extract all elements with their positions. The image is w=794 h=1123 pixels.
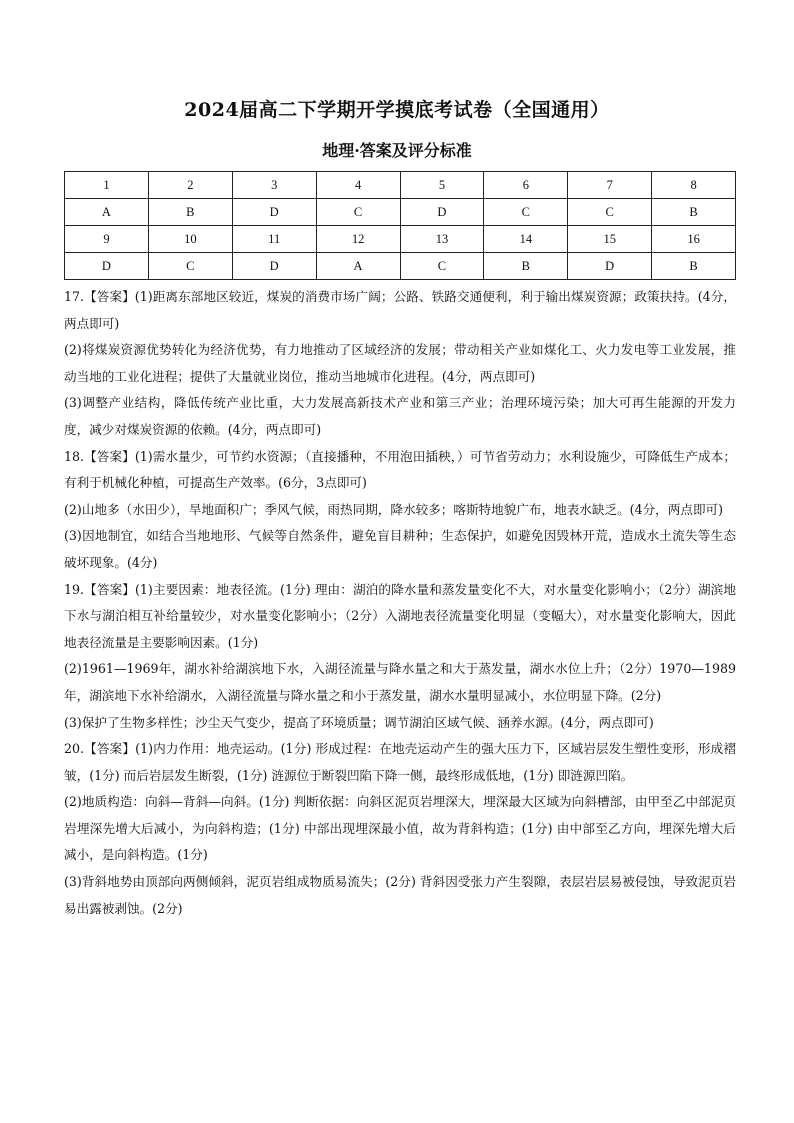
answer-paragraph: (2)山地多（水田少），旱地面积广；季风气候，雨热同期，降水较多；喀斯特地貌广布，地表水缺乏。(4分，两点即可)	[64, 501, 724, 517]
table-cell: 13	[400, 226, 484, 253]
table-cell: C	[148, 253, 232, 280]
table-cell: 8	[652, 172, 736, 199]
table-cell: B	[148, 199, 232, 226]
table-cell: D	[232, 253, 316, 280]
table-cell: B	[652, 199, 736, 226]
answer-paragraph: 18.【答案】(1)需水量少，可节约水资源；（直接播种，不用泡田插秧，）可节省劳动力；水利设施少，可降低生产成本；有利于机械化种植，可提高生产效率。(6分，3点即可)	[64, 448, 736, 491]
table-cell: C	[316, 199, 400, 226]
table-cell: D	[65, 253, 149, 280]
answer-key-table	[64, 171, 736, 280]
answer-paragraph: (3)调整产业结构，降低传统产业比重，大力发展高新技术产业和第三产业；治理环境污染；加大可再生能源的开发力度，减少对煤炭资源的依赖。(4分，两点即可)	[64, 395, 736, 437]
table-cell: C	[400, 253, 484, 280]
answer-paragraph: 20.【答案】(1)内力作用：地壳运动。(1分) 形成过程：在地壳运动产生的强大压力下，区域岩层发生塑性变形，形成褶皱，(1分) 而后岩层发生断裂，(1分) 涟源位于断裂凹陷下降一侧，最终形成低地，(1分) 即涟源凹陷。	[64, 741, 736, 783]
answer-paragraph: 19.【答案】(1)主要因素：地表径流。(1分) 理由：湖泊的降水量和蒸发量变化不大，对水量变化影响小；（2分）湖滨地下水与湖泊相互补给量较少，对水量变化影响小；（2分）入湖地表径流量变化明显（变幅大），对水量变化影响大，因此地表径流量是主要影响因素。(1分)	[64, 581, 736, 650]
table-cell: 3	[232, 172, 316, 199]
table-cell: 15	[568, 226, 652, 253]
table-cell: C	[484, 199, 568, 226]
answer-explanations	[64, 284, 736, 922]
table-cell: 16	[652, 226, 736, 253]
table-cell: 10	[148, 226, 232, 253]
table-cell: 5	[400, 172, 484, 199]
answer-paragraph: (2)将煤炭资源优势转化为经济优势，有力地推动了区域经济的发展；带动相关产业如煤化工、火力发电等工业发展，推动当地的工业化进程；提供了大量就业岗位，推动当地城市化进程。(4分，两点即可)	[64, 342, 736, 384]
page-title: 2024届高二下学期开学摸底考试卷（全国通用）	[184, 99, 610, 121]
answer-paragraph: (3)保护了生物多样性；沙尘天气变少，提高了环境质量；调节湖泊区域气候、涵养水源。(4分，两点即可)	[64, 714, 654, 730]
table-cell: A	[316, 253, 400, 280]
table-cell: D	[568, 253, 652, 280]
table-cell: 12	[316, 226, 400, 253]
table-row	[65, 253, 736, 280]
table-cell: A	[65, 199, 149, 226]
answer-paragraph: (2)1961—1969年，湖水补给湖滨地下水，入湖径流量与降水量之和大于蒸发量，湖水水位上升；（2分）1970—1989年，湖滨地下水补给湖水，入湖径流量与降水量之和小于蒸发量，湖水水量明显减小，水位明显下降。(2分)	[64, 661, 736, 703]
table-cell: 7	[568, 172, 652, 199]
table-cell: B	[484, 253, 568, 280]
table-row	[65, 199, 736, 226]
table-cell: B	[652, 253, 736, 280]
answer-paragraph: (3)因地制宜，如结合当地地形、气候等自然条件，避免盲目耕种；生态保护，如避免因毁林开荒，造成水土流失等生态破坏现象。(4分)	[64, 528, 736, 570]
table-cell: C	[568, 199, 652, 226]
table-row	[65, 172, 736, 199]
table-cell: 4	[316, 172, 400, 199]
table-cell: 9	[65, 226, 149, 253]
table-cell: 2	[148, 172, 232, 199]
table-cell: 14	[484, 226, 568, 253]
table-cell: 11	[232, 226, 316, 253]
table-cell: D	[232, 199, 316, 226]
table-row	[65, 226, 736, 253]
page-subtitle: 地理·答案及评分标准	[322, 141, 472, 160]
table-cell: D	[400, 199, 484, 226]
table-cell: 1	[65, 172, 149, 199]
answer-paragraph: (2)地质构造：向斜—背斜—向斜。(1分) 判断依据：向斜区泥页岩埋深大，埋深最大区域为向斜槽部，由甲至乙中部泥页岩埋深先增大后减小，为向斜构造；(1分) 中部出现埋深最小值，故为背斜构造；(1分) 由中部至乙方向，埋深先增大后减小，是向斜构造。(1分)	[64, 794, 736, 863]
answer-paragraph: 17.【答案】(1)距离东部地区较近，煤炭的消费市场广阔；公路、铁路交通便利，利于输出煤炭资源；政策扶持。(4分，两点即可)	[64, 289, 736, 331]
answer-paragraph: (3)背斜地势由顶部向两侧倾斜，泥页岩组成物质易流失；(2分) 背斜因受张力产生裂隙，表层岩层易被侵蚀，导致泥页岩易出露被剥蚀。(2分)	[64, 874, 736, 916]
table-cell: 6	[484, 172, 568, 199]
